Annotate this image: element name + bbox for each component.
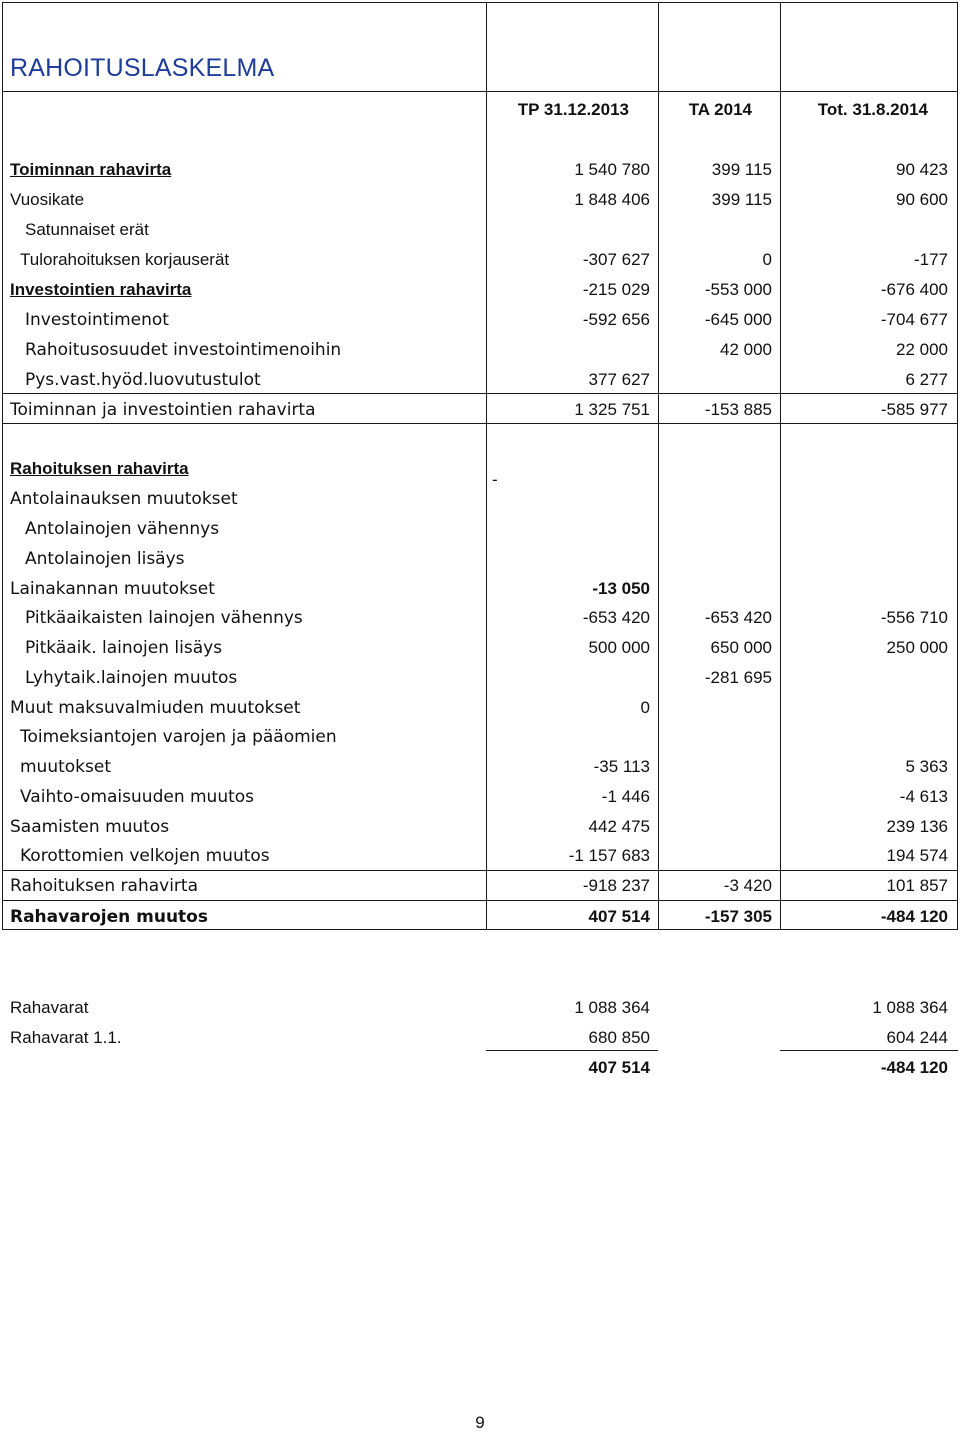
row-label: Toiminnan ja investointien rahavirta: [10, 400, 316, 420]
table-row: [0, 902, 960, 932]
row-value: -918 237: [582, 876, 650, 895]
row-label: Rahavarojen muutos: [10, 907, 208, 927]
row-label: Rahoitusosuudet investointimenoihin: [25, 340, 342, 360]
row-value: -1 446: [601, 787, 650, 806]
header-line: [2, 91, 958, 92]
row-value: -3 420: [723, 876, 772, 895]
row-value: 0: [762, 250, 772, 269]
row-value: 101 857: [886, 876, 948, 895]
page-number: 9: [475, 1413, 485, 1432]
row-label: Muut maksuvalmiuden muutokset: [10, 698, 301, 718]
row-value: 500 000: [588, 638, 650, 657]
table-row: [0, 335, 960, 365]
row-label: Lyhytaik.lainojen muutos: [25, 668, 238, 688]
column-header-tp2013: TP 31.12.2013: [517, 100, 629, 119]
row-label: Antolainojen vähennys: [25, 519, 220, 539]
row-label: Antolainauksen muutokset: [10, 489, 238, 509]
row-label: Toimeksiantojen varojen ja pääomien: [20, 727, 337, 747]
row-label: Vaihto-omaisuuden muutos: [20, 787, 255, 807]
row-value: -1 157 683: [568, 846, 650, 865]
table-row: [0, 752, 960, 782]
column-header-ta2014: TA 2014: [688, 100, 752, 119]
table-row: [0, 514, 960, 544]
row-label: Investointimenot: [25, 310, 169, 330]
table-row: [0, 603, 960, 633]
row-value: 407 514: [588, 1058, 650, 1077]
row-value: 377 627: [588, 370, 650, 389]
row-value: 5 363: [905, 757, 948, 776]
table-row: [0, 245, 960, 275]
row-value: 1 325 751: [574, 400, 650, 419]
dash-mark: -: [492, 470, 498, 489]
table-row: [0, 574, 960, 604]
column-header-tot2014: Tot. 31.8.2014: [817, 100, 928, 119]
row-label: Antolainojen lisäys: [25, 549, 185, 569]
row-value: 680 850: [588, 1028, 650, 1047]
row-value: -157 305: [704, 907, 772, 926]
row-value: -307 627: [582, 250, 650, 269]
row-value: 399 115: [711, 160, 772, 179]
row-value: 1 088 364: [574, 998, 650, 1017]
row-value: -153 885: [704, 400, 772, 419]
row-value: 442 475: [588, 817, 650, 836]
row-value: 90 600: [896, 190, 948, 209]
row-value: 399 115: [711, 190, 772, 209]
table-row: [0, 782, 960, 812]
row-label: Lainakannan muutokset: [10, 579, 215, 599]
row-value: -35 113: [593, 757, 650, 776]
table-row: [0, 841, 960, 871]
row-label: Tulorahoituksen korjauserät: [20, 250, 230, 269]
row-value: -676 400: [880, 280, 948, 299]
row-label: muutokset: [20, 757, 112, 777]
table-row: [0, 484, 960, 514]
row-value: 604 244: [886, 1028, 948, 1047]
row-value: 650 000: [710, 638, 772, 657]
row-value: 1 540 780: [574, 160, 650, 179]
table-row: [0, 454, 960, 484]
row-label: Satunnaiset erät: [25, 220, 149, 239]
row-value: -484 120: [880, 1058, 948, 1077]
row-value: -704 677: [880, 310, 948, 329]
row-value: 407 514: [588, 907, 650, 926]
table-border-top: [2, 2, 958, 3]
table-row: [0, 365, 960, 395]
row-value: -4 613: [899, 787, 948, 806]
row-value: -553 000: [704, 280, 772, 299]
row-label: Investointien rahavirta: [10, 280, 192, 299]
row-label: Rahoituksen rahavirta: [10, 876, 198, 896]
row-value: 250 000: [886, 638, 948, 657]
table-row: [0, 693, 960, 723]
row-label: Vuosikate: [10, 190, 85, 209]
row-label: Rahavarat: [10, 998, 89, 1017]
row-label: Rahavarat 1.1.: [10, 1028, 122, 1047]
table-row: [0, 544, 960, 574]
table-row: [0, 633, 960, 663]
row-value: 22 000: [896, 340, 948, 359]
table-row: [0, 812, 960, 842]
table-row: [0, 185, 960, 215]
row-label: Pitkäaik. lainojen lisäys: [25, 638, 223, 658]
row-value: 194 574: [886, 846, 948, 865]
table-row: [0, 663, 960, 693]
summary-row: [0, 1023, 960, 1053]
row-value: -592 656: [582, 310, 650, 329]
row-label: Pitkäaikaisten lainojen vähennys: [25, 608, 303, 628]
row-value: -556 710: [880, 608, 948, 627]
row-value: -645 000: [704, 310, 772, 329]
row-value: -653 420: [582, 608, 650, 627]
row-value: -13 050: [592, 579, 650, 598]
row-label: Korottomien velkojen muutos: [20, 846, 270, 866]
table-row: [0, 215, 960, 245]
row-label: Toiminnan rahavirta: [10, 160, 172, 179]
row-value: 0: [640, 698, 650, 717]
row-value: -585 977: [880, 400, 948, 419]
row-label: Rahoituksen rahavirta: [10, 459, 189, 478]
summary-row: [0, 993, 960, 1023]
row-value: -215 029: [582, 280, 650, 299]
row-value: -484 120: [880, 907, 948, 926]
row-value: -177: [913, 250, 948, 269]
summary-row: [0, 1053, 960, 1083]
row-label: Pys.vast.hyöd.luovutustulot: [25, 370, 261, 390]
row-value: 1 088 364: [872, 998, 948, 1017]
table-row: [0, 275, 960, 305]
table-row: [0, 395, 960, 425]
row-value: 6 277: [905, 370, 948, 389]
row-value: 90 423: [896, 160, 948, 179]
row-value: 1 848 406: [574, 190, 650, 209]
table-row: [0, 305, 960, 335]
row-value: -281 695: [704, 668, 772, 687]
table-row: [0, 871, 960, 901]
row-value: -653 420: [704, 608, 772, 627]
row-value: 239 136: [886, 817, 948, 836]
page-title: RAHOITUSLASKELMA: [10, 54, 275, 82]
table-row: [0, 155, 960, 185]
row-label: Saamisten muutos: [10, 817, 170, 837]
table-row: [0, 722, 960, 752]
row-value: 42 000: [720, 340, 772, 359]
